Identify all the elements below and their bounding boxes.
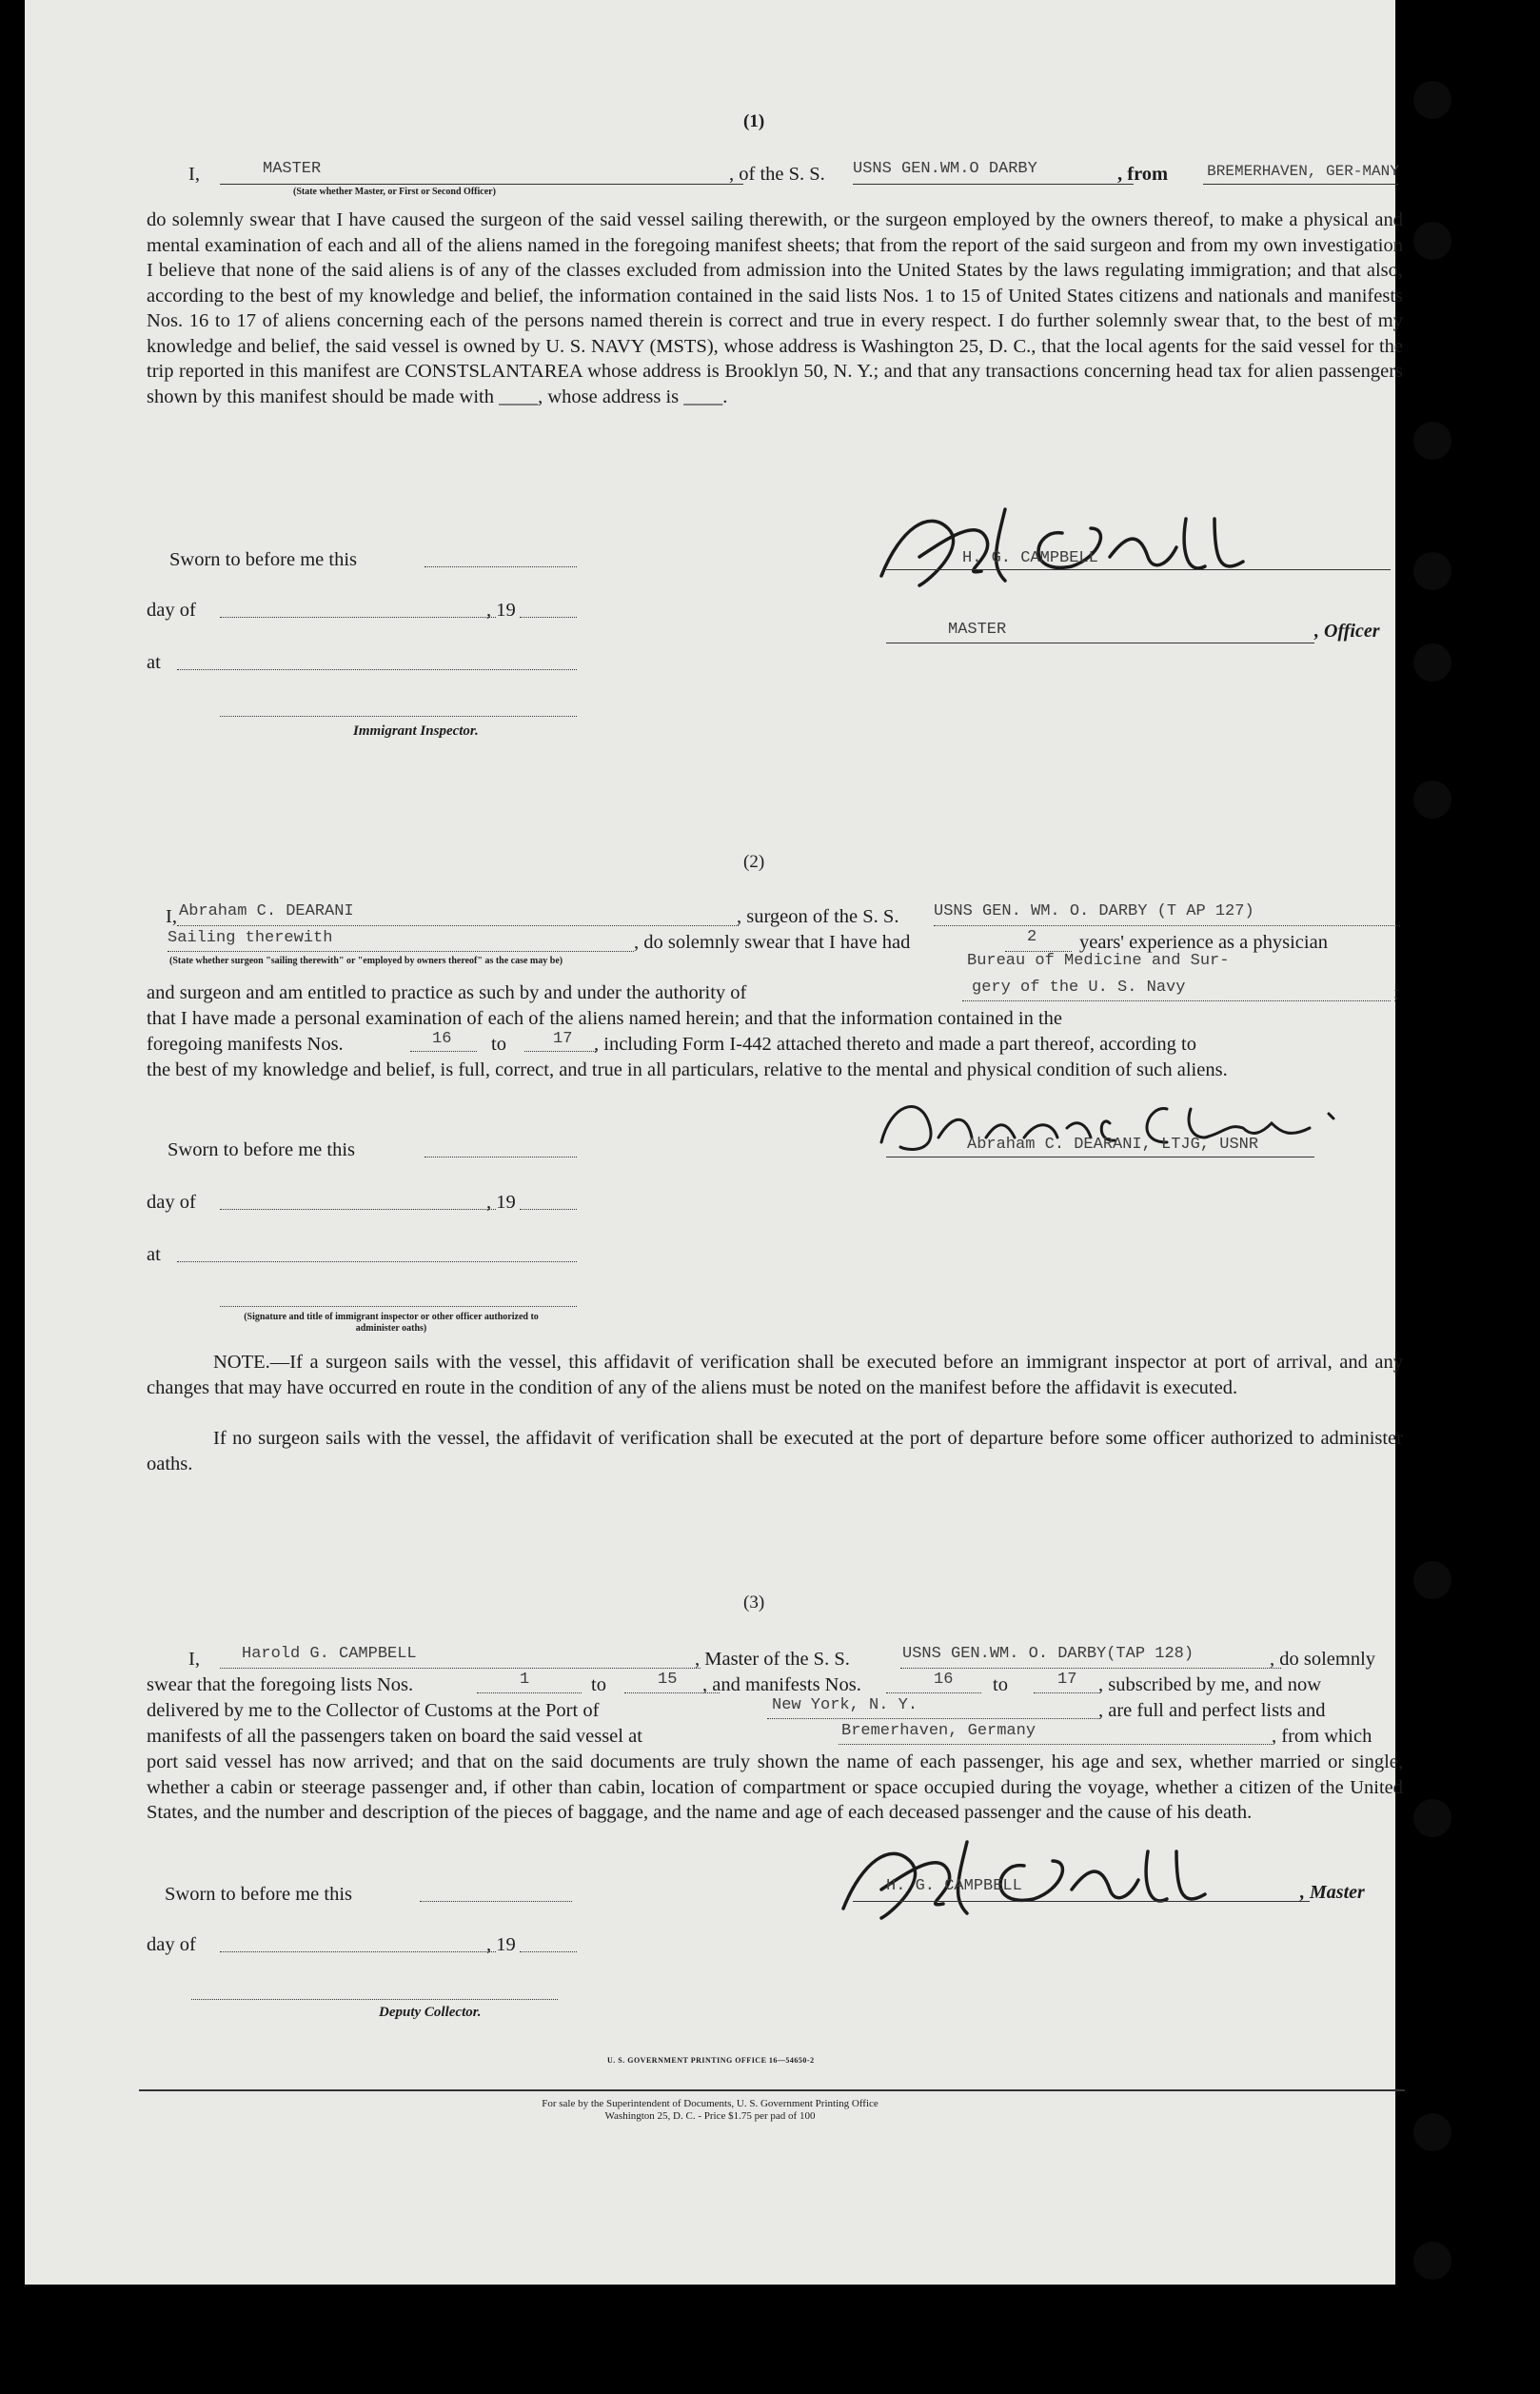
s1-year-label: , 19	[486, 600, 516, 621]
s2-manifest-to: 17	[553, 1030, 573, 1048]
manifest-page: (1) I, MASTER (State whether Master, or First or Second Officer) , of the S. S. USNS GEN.WM.O DARBY , from BREMERHAVEN, GER-MANY do solemnly swear that I have caused the surgeon of the said vessel sailing therewith, or the surgeon employed by the owners thereof, to make a physical and mental examination of each and all of the aliens named in the foregoing manifest sheets; that from the report of the said surgeon and from my own investigation I believe that none of the said aliens is of any of the classes excluded from admission into the United States by the laws regulating immigration; and that also, according to the best of my knowledge and belief, the information contained in the said lists Nos. 1 to 15 of United States citizens and nationals and manifests Nos. 16 to 17 of aliens concerning each of the persons named therein is correct and true in every respect. I do further solemnly swear that, to the best of my knowledge and belief, the said vessel is owned by U. S. NAVY (MSTS), whose address is Washington 25, D. C., that the local agents for the said vessel for the trip reported in this manifest are CONSTSLANTAREA whose address is Brooklyn 50, N. Y.; and that any transactions concerning head tax for alien passengers shown by this manifest should be made with ____, whose address is ____. Sworn to before me this day of , 19 at Immigrant Inspector. H. G. CAMPBELL MASTER , Officer (2) I, Abraham C. DEARANI , surgeon of the S. S. USNS GEN. WM. O. DARBY (T AP 127) Sailing therewith , do solemnly swear that I have had 2 years' experience as a physician (State whether surgeon "sailing therewith" or "employed by owners thereof" as the case may be) Bureau of Medicine and Sur- and surgeon and am entitled to practice as such by and under the authority of gery of the U. S. Navy ; that I have made a personal examination of each of the aliens named herein; and that the information contained in the foregoing manifests Nos. 16 to 17 , including Form I-442 attached thereto and made a part thereof, according to the best of my knowledge and belief, is full, correct, and true in all particulars, relative to the mental and physical condition of such aliens. Sworn to before me this day of , 19 at (Signature and title of immigrant inspector or other officer authorized to administer oaths) Abraham C. DEARANI, LTJG, USNR NOTE.—If a surgeon sails with the vessel, this affidavit of verification shall be executed before an immigrant inspector at port of arrival, and any changes that may have occurred en route in the condition of any of the aliens must be noted on the manifest before the affidavit is executed. If no surgeon sails with the vessel, the affidavit of verification shall be executed at the port of departure before some officer authorized to administer oaths. (3) I, Harold G. CAMPBELL , Master of the S. S. USNS GEN.WM. O. DARBY(TAP 128) , do solemnly swear that the foregoing lists Nos. 1 to 15 , and manifests Nos. 16 to 17 , subscribed by me, and now delivered by me to the Collector of Customs at the Port of New York, N. Y. , are full and perfect lists and manifests of all the passengers taken on board the said vessel at Bremerhaven, Germany , from which port said vessel has now arrived; and that on the said documents are truly shown the name of each passenger, his age and sex, whether married or single, whether a cabin or steerage passenger and, if other than cabin, location of compartment or space occupied during the voyage, whether a citizen of the United States, and the number and description of the pieces of baggage, and the name and age of each deceased passenger and the cause of his death. Sworn to before me this H. G. CAMPBELL , Master day of , 19 Deputy Collector. U. S. GOVERNMENT PRINTING OFFICE 16—54650-2 For sale by the Superintendent of Documents, U. S. Government Printing Office Washington 25, D. C. - Price $1.75 per pad of 100	[25, 0, 1395, 2285]
s3-lists-from: 1	[520, 1671, 530, 1689]
s1-of-ship: , of the S. S.	[729, 164, 825, 185]
s2-ship-name: USNS GEN. WM. O. DARBY (T AP 127)	[934, 902, 1254, 920]
s3-day-label: day of	[147, 1934, 196, 1955]
s3-manifests-from: 16	[934, 1671, 954, 1689]
gpo-line: U. S. GOVERNMENT PRINTING OFFICE 16—54650-2	[607, 2056, 815, 2065]
s3-master-text: , Master of the S. S.	[695, 1649, 850, 1670]
s2-swear-text: , do solemnly swear that I have had	[634, 932, 911, 953]
s2-authority-line1: Bureau of Medicine and Sur-	[967, 952, 1230, 970]
s3-port: New York, N. Y.	[772, 1696, 918, 1714]
s2-form-text: , including Form I-442 attached thereto and made a part thereof, according to	[594, 1034, 1196, 1055]
s1-officer-label: , Officer	[1314, 621, 1380, 642]
s1-paragraph: do solemnly swear that I have caused the surgeon of the said vessel sailing therewith, or the surgeon employed by the owners thereof, to make a physical and mental examination of each and all of the aliens named in the foregoing manifest sheets; that from the report of the said surgeon and from my own investigation I believe that none of the said aliens is of any of the classes excluded from admission into the United States by the laws regulating immigration; and that also, according to the best of my knowledge and belief, the information contained in the said lists Nos. 1 to 15 of United States citizens and nationals and manifests Nos. 16 to 17 of aliens concerning each of the persons named therein is correct and true in every respect. I do further solemnly swear that, to the best of my knowledge and belief, the said vessel is owned by U. S. NAVY (MSTS), whose address is Washington 25, D. C., that the local agents for the said vessel for the trip reported in this manifest are CONSTSLANTAREA whose address is Brooklyn 50, N. Y.; and that any transactions concerning head tax for alien passengers shown by this manifest should be made with ____, whose address is ____.	[147, 209, 1403, 407]
s3-master-name: Harold G. CAMPBELL	[242, 1645, 417, 1663]
s2-i-label: I,	[166, 906, 177, 927]
s2-surgeon-of: , surgeon of the S. S.	[737, 906, 899, 927]
s2-sailing-hint: (State whether surgeon "sailing therewith" or "employed by owners thereof" as the case may be)	[169, 956, 563, 966]
punch-hole	[1413, 222, 1451, 260]
section1-heading: (1)	[743, 111, 765, 131]
section2-heading: (2)	[743, 852, 765, 872]
punch-hole	[1413, 81, 1451, 119]
s2-sailing: Sailing therewith	[168, 929, 333, 947]
s3-line3b: , are full and perfect lists and	[1098, 1700, 1326, 1721]
s2-years: 2	[1027, 928, 1037, 946]
s3-line3a: delivered by me to the Collector of Customs at the Port of	[147, 1700, 600, 1721]
s1-from-label: , from	[1117, 164, 1169, 185]
s3-to-label-2: to	[993, 1674, 1008, 1695]
s3-signer-name: H. G. CAMPBELL	[886, 1877, 1022, 1895]
s2-line-examined: that I have made a personal examination of each of the aliens named herein; and that the information contained in the	[147, 1008, 1062, 1029]
s2-at-label: at	[147, 1244, 161, 1265]
s2-sworn-label: Sworn to before me this	[168, 1139, 355, 1160]
s2-practice-text: and surgeon and am entitled to practice as such by and under the authority of	[147, 982, 747, 1003]
s3-manifests-to: 17	[1057, 1671, 1077, 1689]
punch-hole	[1413, 1561, 1451, 1599]
s1-signer-title: MASTER	[948, 621, 1007, 639]
punch-hole	[1413, 781, 1451, 819]
s1-ship-name: USNS GEN.WM.O DARBY	[853, 160, 1037, 178]
punch-hole	[1413, 422, 1451, 460]
s2-manifests-text: foregoing manifests Nos.	[147, 1034, 344, 1055]
s1-signer-name: H. G. CAMPBELL	[962, 549, 1098, 567]
s1-officer-rank: MASTER	[263, 160, 322, 178]
s2-closing-text: the best of my knowledge and belief, is full, correct, and true in all particulars, relative to the mental and physical condition of such aliens.	[147, 1059, 1228, 1080]
s3-ship-name: USNS GEN.WM. O. DARBY(TAP 128)	[902, 1645, 1194, 1663]
s2-note2: If no surgeon sails with the vessel, the affidavit of verification shall be executed at the port of departure before some officer authorized to administer oaths.	[147, 1428, 1403, 1474]
s1-sworn-label: Sworn to before me this	[169, 549, 357, 570]
s3-manifests-text: , and manifests Nos.	[702, 1674, 861, 1695]
s3-line4a: manifests of all the passengers taken on board the said vessel at	[147, 1726, 642, 1747]
s1-i-label: I,	[188, 164, 200, 185]
s3-i-label: I,	[188, 1649, 200, 1670]
s3-collector-label: Deputy Collector.	[379, 2005, 482, 2020]
s2-manifest-from: 16	[432, 1030, 452, 1048]
s3-line2b: , subscribed by me, and now	[1098, 1674, 1321, 1695]
s3-line2a: swear that the foregoing lists Nos.	[147, 1674, 414, 1695]
s2-signer-name: Abraham C. DEARANI, LTJG, USNR	[967, 1136, 1259, 1154]
s1-inspector-label: Immigrant Inspector.	[353, 723, 479, 739]
s1-officer-hint: (State whether Master, or First or Second Officer)	[293, 187, 496, 197]
punch-hole	[1413, 2113, 1451, 2151]
punch-hole	[1413, 552, 1451, 590]
s3-year-label: , 19	[486, 1934, 516, 1955]
s1-day-label: day of	[147, 600, 196, 621]
section3-heading: (3)	[743, 1593, 765, 1612]
s2-sig-hint: (Signature and title of immigrant inspector or other officer authorized to administer oaths)	[244, 1312, 539, 1334]
sale-line-2: Washington 25, D. C. - Price $1.75 per pad of 100	[604, 2110, 816, 2122]
s2-note1: NOTE.—If a surgeon sails with the vessel, this affidavit of verification shall be executed before an immigrant inspector at port of arrival, and any changes that may have occurred en route in the condition of any of the aliens must be noted on the manifest before the affidavit is executed.	[147, 1352, 1403, 1398]
s3-lists-to: 15	[658, 1671, 678, 1689]
s3-solemnly: , do solemnly	[1270, 1649, 1376, 1670]
s3-port-from: Bremerhaven, Germany	[841, 1722, 1037, 1740]
s2-day-label: day of	[147, 1192, 196, 1213]
punch-hole	[1413, 2242, 1451, 2280]
s2-surgeon-name: Abraham C. DEARANI	[179, 902, 354, 920]
s2-years-text: years' experience as a physician	[1079, 932, 1328, 953]
s3-master-label: , Master	[1300, 1882, 1365, 1903]
master-signature-1	[862, 490, 1300, 600]
s3-line4b: , from which	[1272, 1726, 1372, 1747]
s1-port-from: BREMERHAVEN, GER-MANY	[1207, 163, 1399, 180]
s2-authority-line2: gery of the U. S. Navy	[972, 979, 1186, 997]
sale-line-1: For sale by the Superintendent of Documents, U. S. Government Printing Office	[542, 2098, 879, 2109]
s1-at-label: at	[147, 652, 161, 673]
punch-hole	[1413, 1799, 1451, 1837]
punch-hole	[1413, 643, 1451, 682]
s3-to-label: to	[591, 1674, 606, 1695]
s3-sworn-label: Sworn to before me this	[165, 1884, 352, 1905]
s2-year-label: , 19	[486, 1192, 516, 1213]
master-signature-3	[824, 1823, 1262, 1928]
s3-rest: port said vessel has now arrived; and that on the said documents are truly shown the name of each passenger, his age and sex, whether married or single, whether a cabin or steerage passenger and, if other than cabin, location of compartment or space occupied during the voyage, whether a citizen of the United States, and the number and description of the pieces of baggage, and the name and age of each deceased passenger and the cause of his death.	[147, 1751, 1403, 1823]
